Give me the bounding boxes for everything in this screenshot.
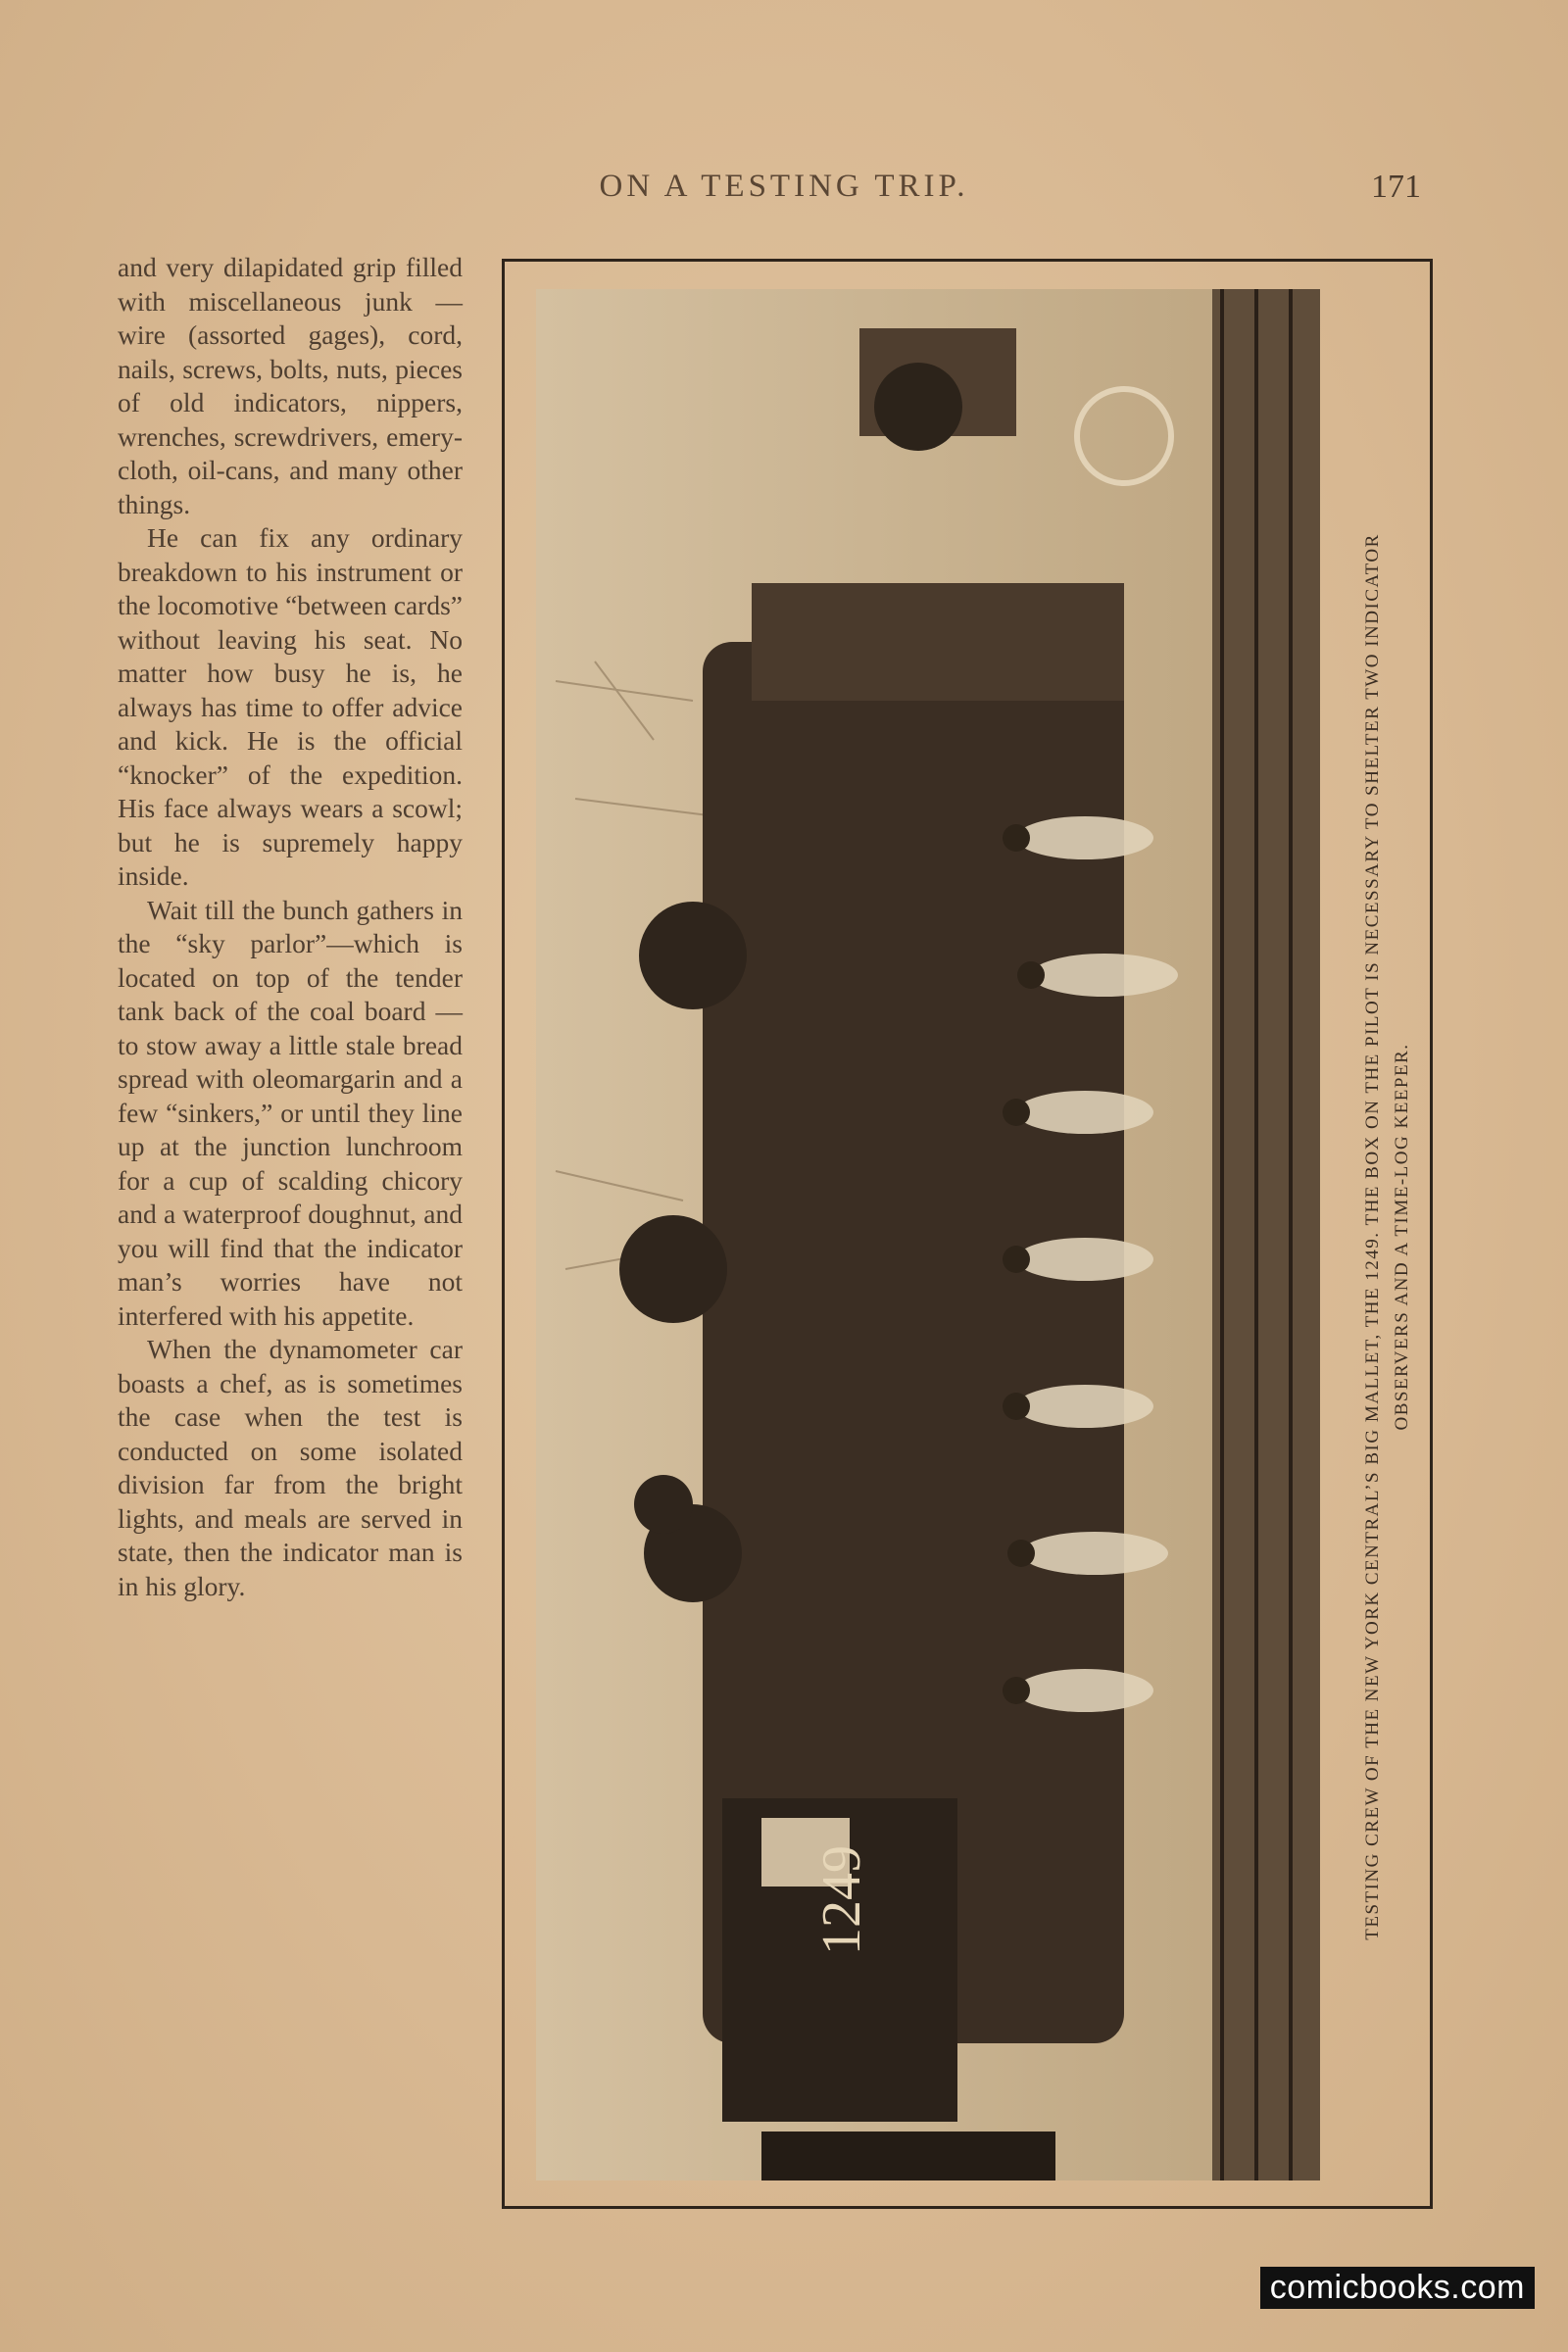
photo-caption: [1358, 374, 1417, 2099]
caption-line: TESTING CREW OF THE NEW YORK CENTRAL’S BIG MALLET, THE 1249. THE BOX ON THE PILOT IS NECESSARY TO SHELTER TWO INDICATOR: [1362, 533, 1383, 1940]
running-head: ON A TESTING TRIP.: [599, 169, 969, 204]
photo-figure: [502, 259, 1433, 2209]
caption-line: OBSERVERS AND A TIME-LOG KEEPER.: [1392, 1043, 1412, 1431]
article-text-column: [118, 251, 463, 1603]
page-header: [118, 169, 1421, 216]
paragraph: Wait till the bunch gathers in the “sky parlor”—which is located on top of the tender tank back of the coal board — to stow away a little stale bread spread with oleomargarin and a few “sinkers,” or until they line up at the junction lunchroom for a cup of scalding chicory and a waterproof doughnut, and you will find that the indicator man’s worries have not interfered with his appetite.: [118, 894, 463, 1331]
locomotive-photo: [536, 289, 1320, 2180]
paragraph: He can fix any ordinary breakdown to his instrument or the locomotive “between cards” without leaving his seat. No matter how busy he is, he always has time to offer advice and kick. He is the official “knocker” of the expedition. His face always wears a scowl; but he is supremely happy inside.: [118, 522, 463, 891]
caption-column: [1348, 262, 1428, 2212]
paragraph: and very dilapidated grip filled with miscellaneous junk — wire (assorted gages), cord, nails, screws, bolts, nuts, pieces of old indicators, nippers, wrenches, screwdrivers, emery-cloth, oil-cans, and many other things.: [118, 252, 463, 519]
locomotive-number: 1249: [811, 1845, 872, 1955]
paragraph: When the dynamometer car boasts a chef, as is sometimes the case when the test is conducted on some isolated division far from the bright lights, and meals are served in state, then the indicator man is in his glory.: [118, 1334, 463, 1601]
watermark: comicbooks.com: [1260, 2267, 1535, 2309]
locomotive-crew-image: [536, 289, 1320, 2180]
page-number: 171: [1371, 169, 1421, 205]
